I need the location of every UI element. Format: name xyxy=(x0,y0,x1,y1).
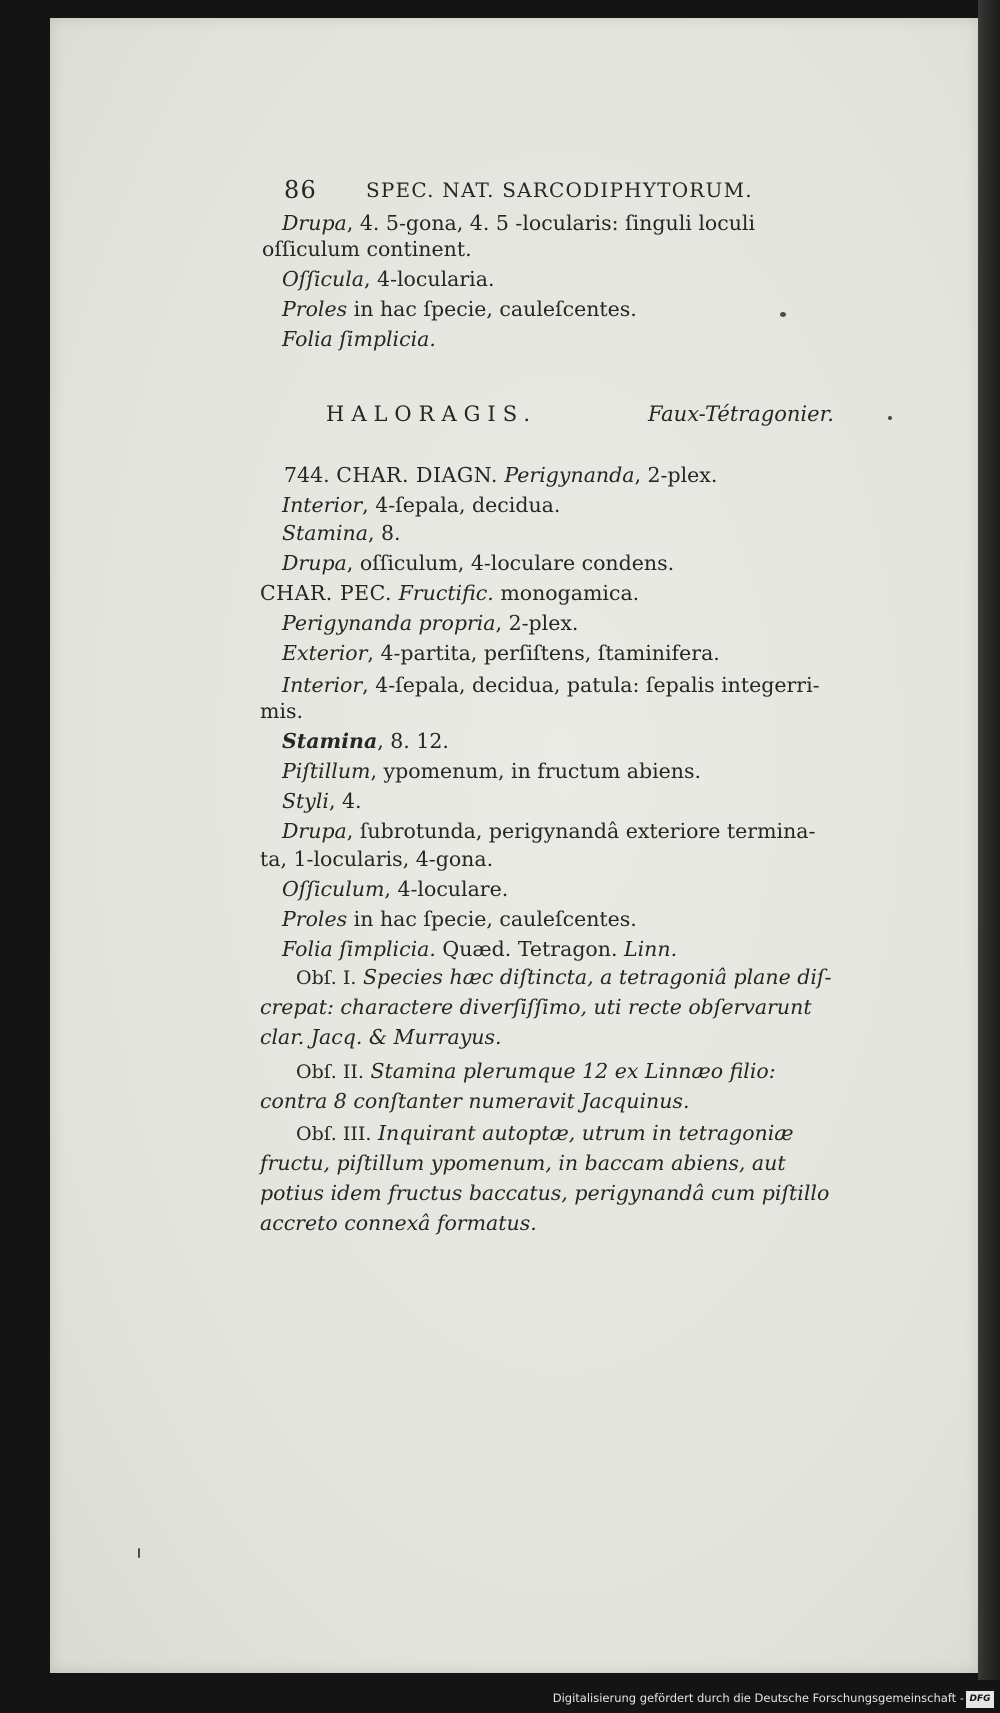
text-line xyxy=(282,326,436,352)
char-diagn-line xyxy=(284,462,717,488)
term-text: in hac ſpecie, cauleſcentes. xyxy=(347,907,637,931)
text-line xyxy=(282,640,720,666)
observation-text: accreto connexâ formatus. xyxy=(260,1211,537,1235)
observation-number: Obſ. III. xyxy=(296,1123,372,1145)
digitization-credit: Digitalisierung gefördert durch die Deutsche Forschungsgemeinschaft - xyxy=(552,1691,964,1705)
book-page xyxy=(50,18,978,1673)
term-text: , 4-loculare. xyxy=(384,877,509,901)
text-line xyxy=(282,818,815,844)
observation-line xyxy=(260,1088,689,1114)
observation-number: Obſ. I. xyxy=(296,967,357,989)
entry-number: 744. xyxy=(284,463,330,487)
observation-text: Species hæc diſtincta, a tetragoniâ plane diſ- xyxy=(362,965,832,989)
text-line xyxy=(282,492,560,518)
term-label: Styli xyxy=(282,789,329,813)
text-line xyxy=(282,728,449,754)
dfg-logo-icon: DFG xyxy=(966,1691,994,1708)
observation-text: crepat: charactere diverſiſſimo, uti recte obſervarunt xyxy=(260,995,812,1019)
text-line xyxy=(262,236,472,262)
observation-line xyxy=(296,1058,776,1085)
term-label: Oſſiculum xyxy=(282,877,385,901)
running-title: SPEC. NAT. SARCODIPHYTORUM. xyxy=(366,178,753,202)
page-number: 86 xyxy=(284,176,317,204)
book-edge xyxy=(978,0,1000,1680)
section-heading: CHAR. DIAGN. xyxy=(336,463,498,487)
observation-line xyxy=(296,1120,794,1147)
term-label: Stamina xyxy=(282,729,378,753)
observation-line xyxy=(260,1150,786,1176)
text-line xyxy=(282,550,674,576)
footer-bar xyxy=(0,1686,1000,1713)
text-line xyxy=(260,698,303,724)
term-text: Quæd. Tetragon. xyxy=(435,937,625,961)
observation-line xyxy=(260,994,812,1020)
term-label: Interior xyxy=(282,673,363,697)
observation-line xyxy=(260,1180,829,1206)
paper-speck xyxy=(888,416,892,420)
text-line xyxy=(282,296,637,322)
term-label: Perigynanda xyxy=(504,463,635,487)
term-text: oſſiculum continent. xyxy=(262,237,472,261)
term-label: Folia ſimplicia. xyxy=(282,937,436,961)
term-text: , 2-plex. xyxy=(634,463,718,487)
term-text: , 4. 5-gona, 4. 5 -locularis: ſinguli loculi xyxy=(346,211,756,235)
term-text: , ſubrotunda, perigynandâ exteriore termina- xyxy=(346,819,816,843)
term-text: monogamica. xyxy=(493,581,640,605)
observation-text: Stamina plerumque 12 ex Linnæo filio: xyxy=(370,1059,776,1083)
term-label: Perigynanda propria xyxy=(282,611,496,635)
term-text: , 8. xyxy=(367,521,401,545)
char-pec-line xyxy=(260,580,639,606)
term-label: Interior xyxy=(282,493,363,517)
page-text xyxy=(50,18,978,1673)
text-line xyxy=(282,906,637,932)
term-text: , 8. 12. xyxy=(377,729,449,753)
term-label: Drupa xyxy=(282,211,347,235)
observation-line xyxy=(260,1210,537,1236)
observation-line xyxy=(296,964,831,991)
term-label: Exterior xyxy=(282,641,368,665)
term-text: , 4. xyxy=(328,789,362,813)
observation-text: fructu, piſtillum ypomenum, in baccam abiens, aut xyxy=(260,1151,786,1175)
paper-speck xyxy=(138,1548,140,1558)
running-head xyxy=(284,176,944,204)
term-text: , oſſiculum, 4-loculare condens. xyxy=(346,551,675,575)
observation-text: Inquirant autoptæ, utrum in tetragoniæ xyxy=(377,1121,794,1145)
term-label: Proles xyxy=(282,907,348,931)
term-text: , 4-ſepala, decidua, patula: ſepalis integerri- xyxy=(362,673,820,697)
genus-vernacular: Faux-Tétragonier. xyxy=(648,402,834,426)
term-label: Piſtillum xyxy=(282,759,371,783)
term-text: , ypomenum, in fructum abiens. xyxy=(370,759,702,783)
term-text: , 4-ſepala, decidua. xyxy=(362,493,561,517)
term-text: in hac ſpecie, cauleſcentes. xyxy=(347,297,637,321)
text-line xyxy=(282,936,677,962)
observation-line xyxy=(260,1024,502,1050)
observation-text: contra 8 conſtanter numeravit Jacquinus. xyxy=(260,1089,690,1113)
text-line xyxy=(282,520,401,546)
text-line xyxy=(282,610,578,636)
genus-heading xyxy=(326,402,834,426)
observation-text: clar. Jacq. & Murrayus. xyxy=(260,1025,502,1049)
text-line xyxy=(282,672,820,698)
observation-text: potius idem fructus baccatus, perigynandâ cum piſtillo xyxy=(260,1181,830,1205)
paper-speck xyxy=(780,312,786,317)
term-label: Fructific. xyxy=(398,581,494,605)
section-heading: CHAR. PEC. xyxy=(260,581,393,605)
author-citation: Linn. xyxy=(624,937,678,961)
text-line xyxy=(282,788,362,814)
text-line xyxy=(282,210,755,236)
term-label: Drupa xyxy=(282,551,347,575)
term-text: , 4-partita, perſiſtens, ſtaminifera. xyxy=(367,641,720,665)
term-label: Oſſicula xyxy=(282,267,364,291)
text-line xyxy=(282,758,701,784)
term-text: mis. xyxy=(260,699,304,723)
text-line xyxy=(260,846,493,872)
text-line xyxy=(282,266,494,292)
term-label: Drupa xyxy=(282,819,347,843)
term-text: , 4-locularia. xyxy=(364,267,495,291)
term-text: , 2-plex. xyxy=(495,611,579,635)
term-label: Folia ſimplicia. xyxy=(282,327,436,351)
genus-name: HALORAGIS. xyxy=(326,402,538,426)
text-line xyxy=(282,876,508,902)
term-label: Proles xyxy=(282,297,348,321)
term-label: Stamina xyxy=(282,521,368,545)
term-text: ta, 1-locularis, 4-gona. xyxy=(260,847,494,871)
observation-number: Obſ. II. xyxy=(296,1061,364,1083)
